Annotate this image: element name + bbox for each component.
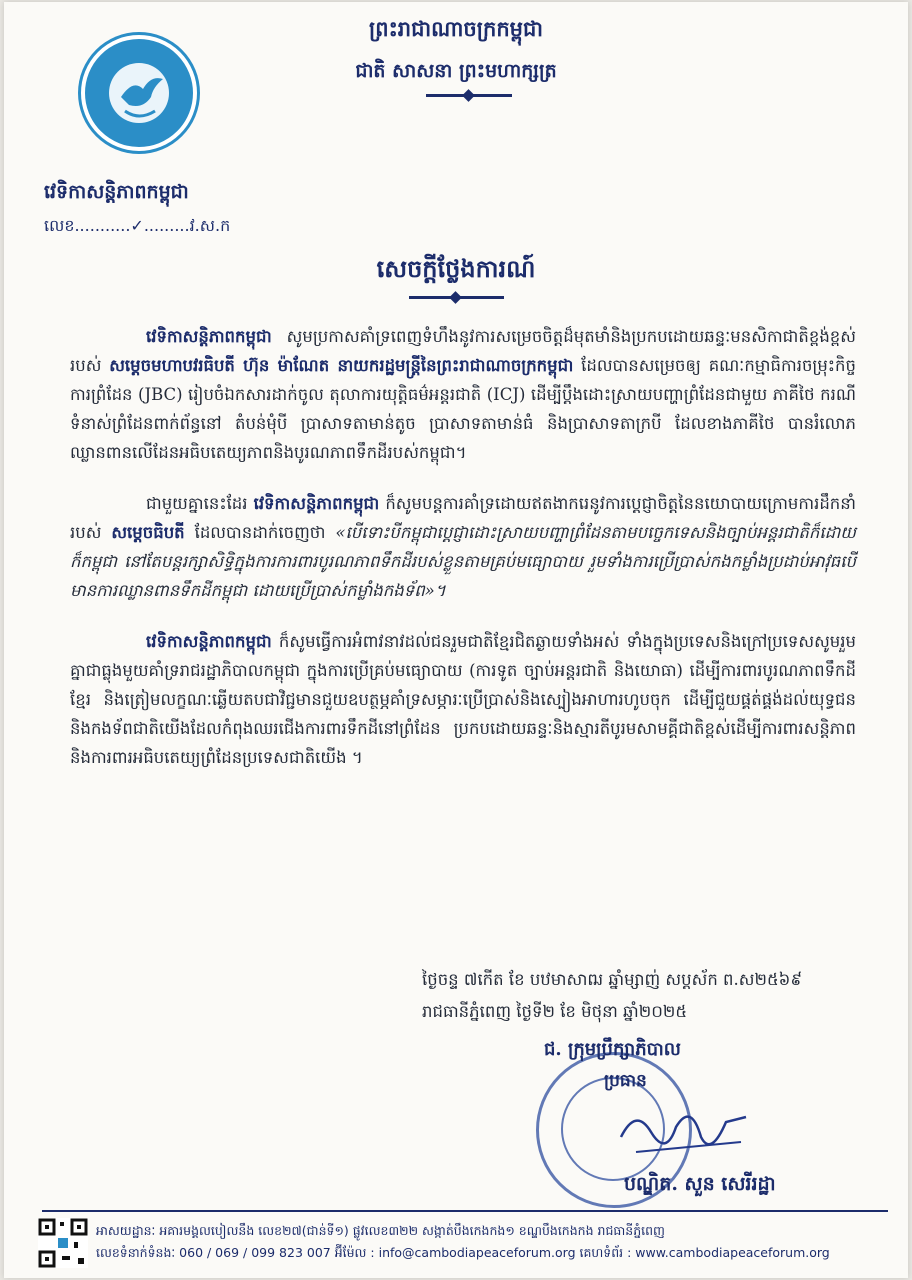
paragraph-3 [70,627,856,772]
paragraph-text: ដែលបានសម្រេចឲ្យ គណៈកម្មាធិការចម្រុះកិច្ចការព្រំដែន (JBC) រៀបចំឯកសារដាក់ចូល តុលាការយុត្តិធម៌អន្តរជាតិ (ICJ) ដើម្បីប្តឹងដោះស្រាយបញ្ហាព្រំដែនជាមួយ ភាគីថៃ ករណីទំនាស់ព្រំដែនពាក់ព័ន្ធនៅ តំបន់មុំបី ប្រាសាទតាមាន់តូច ប្រាសាទតាមាន់ធំ និងប្រាសាទតាក្របី ដែលខាងភាគីថៃ បានរំលោភឈ្លានពានលើដែនអធិបតេយ្យភាពនិងបូរណភាពទឹកដីរបស់កម្ពុជា។ [70,356,857,462]
organization-name: វេទិកាសន្តិភាពកម្ពុជា [44,181,189,203]
dateline [422,964,862,1028]
paragraph-2 [70,489,856,605]
paragraph-text: ដែលបានដាក់ចេញថា [184,523,336,542]
footer-phone-email-web: លេខទំនាក់ទំនងៈ 060 / 069 / 099 823 007 អ៊ីម៉ែល : info@cambodiapeaceforum.org គេហទំព័រ : www.cambodiapeaceforum.org [96,1245,830,1260]
org-lead: វេទិកាសន្តិភាពកម្ពុជា [253,494,380,513]
paragraph-text: ក៏សូមធ្វើការអំពាវនាវដល់ជនរួមជាតិខ្មែរជិតឆ្ងាយទាំងអស់ ទាំងក្នុងប្រទេសនិងក្រៅប្រទេសសូមរួមគ្នាជាធ្លុងមួយគាំទ្ររាជរដ្ឋាភិបាលកម្ពុជា ក្នុងការប្រើគ្រប់មធ្យោបាយ (ការទូត ច្បាប់អន្តរជាតិ និងយោធា) ដើម្បីការពារបូរណភាពទឹកដីខ្មែរ និងត្រៀមលក្ខណៈឆ្លើយតបជាវិជ្ជមានជួយឧបត្ថម្ភគាំទ្រសម្ភារៈប្រើប្រាស់និងស្បៀងអាហារហូបចុក ដើម្បីជួយផ្គត់ផ្គង់ដល់យុទ្ធជននិងកងទ័ពជាតិយើងដែលកំពុងឈរជើងការពារទឹកដីនៅព្រំដែន ប្រកបដោយឆន្ទៈនិងស្មារតីបូរមសាមគ្គីជាតិខ្ពស់ដើម្បីការពារសន្តិភាព និងការពារអធិបតេយ្យព្រំដែនប្រទេសជាតិយើង ។ [70,632,856,767]
quoted-statement: «បើទោះបីកម្ពុជាប្តេជ្ញាដោះស្រាយបញ្ហាព្រំដែនតាមបច្ចេកទេសនិងច្បាប់អន្តរជាតិក៏ដោយ ក៏កម្ពុជា នៅតែបន្តរក្សាសិទ្ធិក្នុងការការពារបូរណភាពទឹកដីរបស់ខ្លួនតាមគ្រប់មធ្យោបាយ រួមទាំងការប្រើប្រាស់កងកម្លាំងប្រដាប់អាវុធបើមានការឈ្លានពានទឹកដីកម្ពុជា ដោយប្រើប្រាស់កម្លាំងកងទ័ព»។ [70,523,856,600]
title-ornament [409,296,504,299]
organization-logo [81,35,197,151]
footer-divider [42,1210,888,1212]
org-lead: វេទិកាសន្តិភាពកម្ពុជា [146,327,272,346]
pm-title: សម្តេចមហាបវរធិបតី ហ៊ុន ម៉ាណែត នាយករដ្ឋមន្ត្រីនៃព្រះរាជាណាចក្រកម្ពុជា [109,356,574,375]
handwritten-signature [616,1097,756,1167]
paragraph-text: ក៏សូមបន្តការគាំទ្រដោយឥតងាករេនូវការប្តេជ្ញាចិត្តនៃនយោបាយក្រោមការដឹកនាំរបស់ [70,494,856,542]
lunar-date: ថ្ងៃចន្ទ ៧កើត ខែ បឋមាសាឍ ឆ្នាំម្សាញ់ សប្តស័ក ព.ស២៥៦៩ [422,970,803,989]
statement-body [70,322,856,794]
reference-number: លេខ...........✓.........វ.ស.ក [44,216,231,235]
letter-page [4,2,908,1278]
national-motto: ជាតិ សាសនា ព្រះមហាក្សត្រ [355,60,557,82]
document-title: សេចក្តីថ្លែងការណ៍ [376,254,536,283]
leader-title: សម្តេចធិបតី [111,523,185,542]
council-label: ជ. ក្រុមប្រឹក្សាភិបាល [544,1039,681,1060]
qr-code-icon [38,1218,88,1268]
footer-contact [96,1220,896,1264]
paragraph-text: ជាមួយគ្នានេះដែរ [146,494,254,513]
paragraph-1 [70,322,856,467]
chair-label: ប្រធាន [604,1071,647,1091]
org-lead: វេទិកាសន្តិភាពកម្ពុជា [146,632,272,651]
solar-date: រាជធានីភ្នំពេញ ថ្ងៃទី២ ខែ មិថុនា ឆ្នាំ២០២៥ [422,1002,688,1021]
signer-name: បណ្ឌិត. សួន សេរីរដ្ឋា [624,1173,776,1195]
footer-address: អាសយដ្ឋានៈ អគារមង្គលបៀលនឹង លេខ២៧(ជាន់ទី១) ផ្លូវលេខ៣២២ សង្កាត់បឹងកេងកង១ ខណ្ឌបឹងកេងកង រាជធានីភ្នំពេញ [96,1223,665,1238]
header-ornament [426,94,512,97]
paragraph-text: សូមប្រកាសគាំទ្រពេញទំហឹងនូវការសម្រេចចិត្តដ៏មុតមាំនិងប្រកបដោយឆន្ទៈមនសិកាជាតិខ្ពង់ខ្ពស់របស់ [70,327,856,375]
kingdom-title: ព្រះរាជាណាចក្រកម្ពុជា [368,16,543,41]
dove-logo-icon [85,39,193,147]
